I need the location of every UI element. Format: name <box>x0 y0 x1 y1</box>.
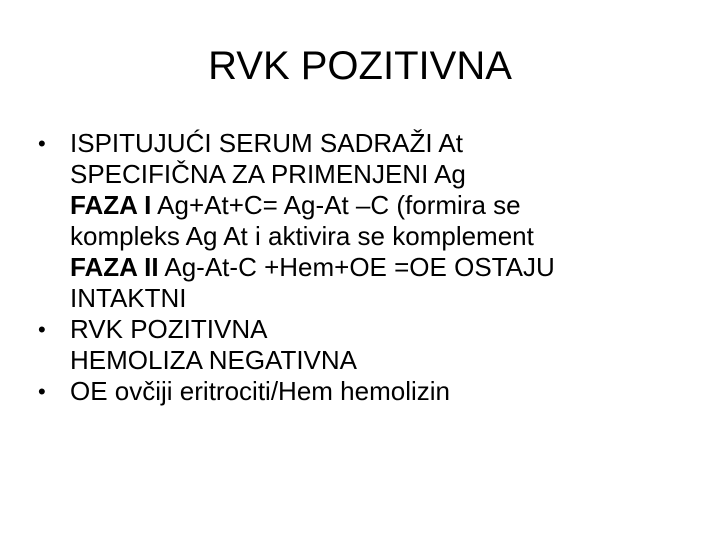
phase-label: FAZA II <box>70 252 159 282</box>
bullet-line <box>70 252 696 283</box>
bullet-line <box>70 128 696 159</box>
line-text: INTAKTNI <box>70 283 187 313</box>
line-text: SPECIFIČNA ZA PRIMENJENI Ag <box>70 159 466 189</box>
bullet-list <box>36 128 696 407</box>
bullet-line <box>70 376 696 407</box>
bullet-line <box>70 345 696 376</box>
line-text: Ag+At+C= Ag-At –C (formira se <box>151 190 521 220</box>
bullet-line <box>70 314 696 345</box>
bullet-line <box>70 221 696 252</box>
slide-title: RVK POZITIVNA <box>208 44 512 88</box>
phase-label: FAZA I <box>70 190 152 220</box>
line-text: Ag-At-C +Hem+OE =OE OSTAJU <box>158 252 555 282</box>
line-text: HEMOLIZA NEGATIVNA <box>70 345 358 375</box>
bullet-line <box>70 190 696 221</box>
line-text: RVK POZITIVNA <box>70 314 268 344</box>
line-text: kompleks Ag At i aktivira se komplement <box>70 221 534 251</box>
bullet-line <box>70 283 696 314</box>
bullet-dot-icon: • <box>38 131 46 156</box>
bullet-line <box>70 159 696 190</box>
bullet-dot-icon: • <box>38 317 46 342</box>
line-text: ISPITUJUĆI SERUM SADRAŽI At <box>70 128 463 158</box>
line-text: OE ovčiji eritrociti/Hem hemolizin <box>70 376 450 406</box>
bullet-dot-icon: • <box>38 379 46 404</box>
bullet-item-2 <box>36 314 696 376</box>
bullet-item-1 <box>36 128 696 314</box>
bullet-item-3 <box>36 376 696 407</box>
